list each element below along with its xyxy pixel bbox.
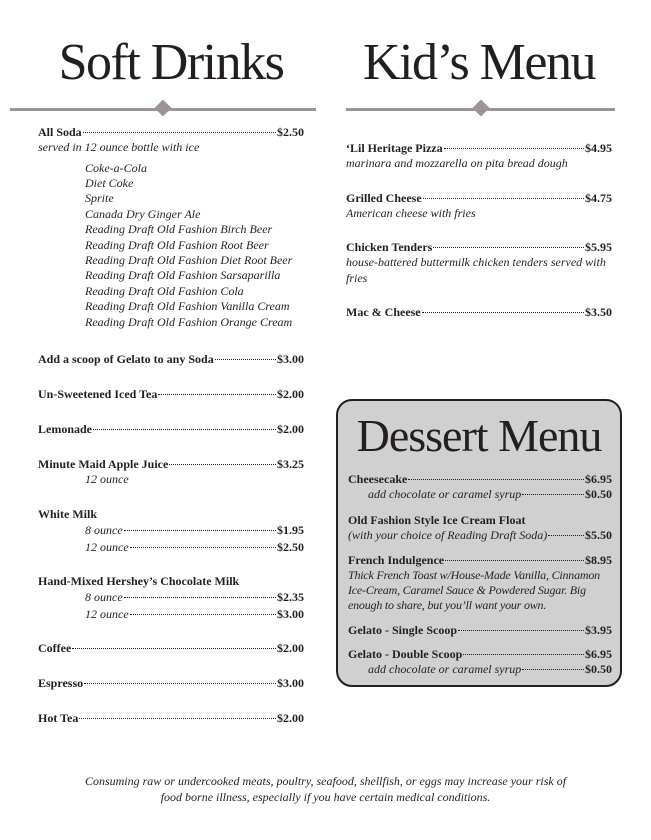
size-label: 8 ounce [85,590,123,605]
item-price: $3.00 [277,607,304,622]
item-price: $3.25 [277,456,304,471]
soda-flavor: Reading Draft Old Fashion Vanilla Cream [85,299,290,314]
item-name: All Soda [38,125,82,139]
item-description: Thick French Toast w/House-Made Vanilla, Cinnamon Ice-Cream, Caramel Sauce & Powdered Sugar. Big enough to share, but you’ll want your own. [348,568,600,613]
item-name: Lemonade [38,421,92,436]
item-name: Hand-Mixed Hershey’s Chocolate Milk [38,574,240,589]
menu-item-hot-tea [38,711,304,726]
soda-flavor: Reading Draft Old Fashion Birch Beer [85,222,273,237]
item-name: Un-Sweetened Iced Tea [38,386,158,401]
soda-flavor: Reading Draft Old Fashion Root Beer [85,237,269,252]
menu-item-gelato-single [348,623,612,638]
item-name: Coffee [38,641,72,656]
item-name: Cheesecake [348,472,408,486]
kids-menu-title: Kid’s Menu [363,34,595,91]
item-description: American cheese with fries [346,205,476,220]
item-name: Add a scoop of Gelato to any Soda [38,351,214,366]
item-price: $2.50 [277,125,304,139]
soda-flavor: Coke-a-Cola [85,160,147,175]
leader-dots [522,494,584,495]
health-disclaimer [40,773,611,805]
leader-dots [445,560,584,561]
disclaimer-line: food borne illness, especially if you have certain medical conditions. [160,790,491,804]
addon-label: add chocolate or caramel syrup [368,661,522,676]
soda-flavor: Sprite [85,191,114,206]
menu-item-gelato-addon [38,352,304,367]
item-price: $8.95 [585,553,612,567]
divider-diamond-icon [472,100,489,117]
size-label: 8 ounce [85,523,123,538]
item-name: French Indulgence [348,553,445,567]
menu-item-gelato-double [348,647,612,677]
menu-item-mac-cheese [346,305,612,320]
addon-row [348,662,612,677]
item-price: $4.95 [585,141,612,155]
leader-dots [124,597,276,598]
menu-item-pizza [346,141,612,172]
size-label: 12 ounce [85,540,129,555]
item-price: $5.95 [585,240,612,254]
size-row [38,589,304,606]
menu-item-cheesecake [348,472,612,502]
leader-dots [158,394,276,395]
item-price: $3.95 [585,622,612,637]
menu-item-coffee [38,641,304,656]
item-name: Grilled Cheese [346,190,422,205]
soda-flavor-list [38,161,304,330]
item-price: $3.00 [277,351,304,366]
item-description: house-battered buttermilk chicken tenders served with fries [346,255,606,285]
menu-item-all-soda [38,125,304,330]
leader-dots [84,683,276,684]
item-price: $5.50 [585,528,612,542]
soft-drinks-title: Soft Drinks [58,34,284,91]
item-name: Gelato - Double Scoop [348,646,463,661]
item-price: $3.50 [585,305,612,319]
leader-dots [130,547,276,548]
item-name: Hot Tea [38,711,79,726]
menu-item-white-milk [38,507,304,556]
divider-diamond-icon [155,100,172,117]
soda-flavor: Reading Draft Old Fashion Orange Cream [85,314,293,329]
addon-label: add chocolate or caramel syrup [368,487,522,501]
soda-flavor: Reading Draft Old Fashion Diet Root Beer [85,252,293,267]
menu-item-espresso [38,676,304,691]
dessert-menu-title: Dessert Menu [356,410,602,461]
item-description: (with your choice of Reading Draft Soda) [348,528,548,542]
item-name: White Milk [38,507,97,522]
item-description: marinara and mozzarella on pita bread dough [346,156,568,170]
menu-item-french-indulgence [348,553,612,614]
item-price: $2.00 [277,421,304,436]
menu-item-ice-cream-float [348,513,612,543]
item-name: Espresso [38,676,84,691]
leader-dots [458,630,584,631]
item-name: ‘Lil Heritage Pizza [346,141,443,155]
leader-dots [72,648,276,649]
dessert-menu-section [336,399,622,687]
soft-drinks-section [38,33,304,726]
item-price: $2.50 [277,540,304,555]
item-name: Gelato - Single Scoop [348,622,458,637]
item-price: $1.95 [277,523,304,538]
leader-dots [83,132,276,133]
soda-flavor: Diet Coke [85,175,134,190]
leader-dots [433,247,584,248]
addon-row [348,487,612,502]
dessert-items [338,463,620,677]
leader-dots [423,198,584,199]
kids-menu-divider [346,99,615,119]
menu-item-iced-tea [38,387,304,402]
leader-dots [463,654,584,655]
item-price: $2.35 [277,590,304,605]
menu-item-chocolate-milk [38,574,304,623]
size-row [38,522,304,539]
item-price: $2.00 [277,711,304,726]
leader-dots [422,312,584,313]
disclaimer-line: Consuming raw or undercooked meats, poultry, seafood, shellfish, or eggs may increase your risk of [84,774,567,788]
menu-item-lemonade [38,422,304,437]
menu-item-chicken-tenders [346,240,612,286]
item-name: Chicken Tenders [346,240,433,254]
leader-dots [408,479,584,480]
soda-flavor: Reading Draft Old Fashion Sarsaparilla [85,268,281,283]
addon-price: $0.50 [585,661,612,676]
menu-item-apple-juice [38,457,304,488]
size-row [38,606,304,623]
item-price: $4.75 [585,190,612,205]
leader-dots [522,669,584,670]
item-description: served in 12 ounce bottle with ice [38,140,200,154]
size-row [38,539,304,556]
item-price: $6.95 [585,472,612,486]
leader-dots [93,429,276,430]
soda-flavor: Reading Draft Old Fashion Cola [85,283,244,298]
leader-dots [79,718,276,719]
item-price: $2.00 [277,386,304,401]
soft-drinks-divider [10,99,316,119]
item-name: Old Fashion Style Ice Cream Float [348,513,526,527]
leader-dots [215,359,276,360]
menu-item-grilled-cheese [346,191,612,222]
item-name: Minute Maid Apple Juice [38,456,169,471]
kids-menu-section [346,33,612,320]
item-price: $2.00 [277,641,304,656]
item-name: Mac & Cheese [346,305,421,319]
item-description: 12 ounce [85,471,129,486]
leader-dots [169,464,276,465]
item-price: $6.95 [585,646,612,661]
addon-price: $0.50 [585,487,612,501]
leader-dots [548,535,584,536]
size-label: 12 ounce [85,607,129,622]
leader-dots [124,530,276,531]
soda-flavor: Canada Dry Ginger Ale [85,206,201,221]
item-price: $3.00 [277,676,304,691]
leader-dots [130,614,276,615]
leader-dots [444,148,584,149]
